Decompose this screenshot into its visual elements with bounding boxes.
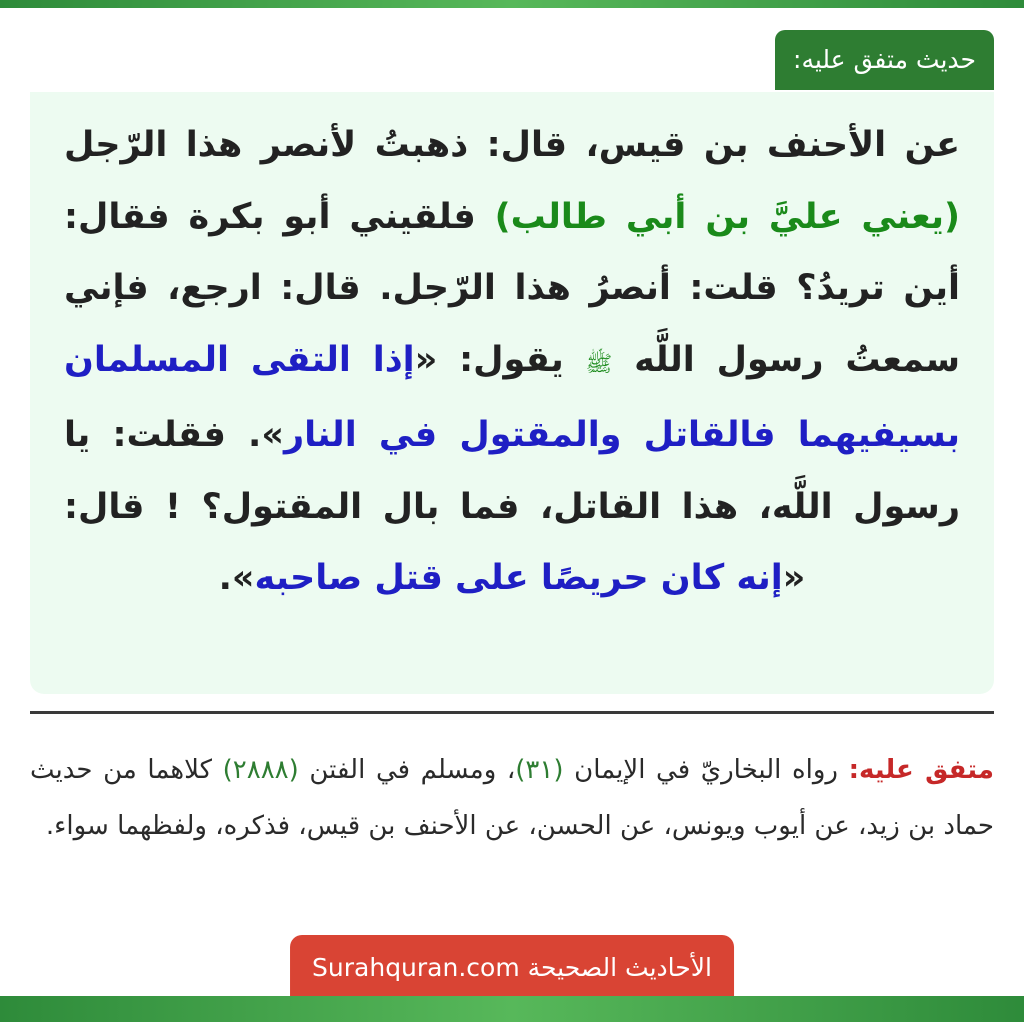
takhrij-paragraph [30,742,994,854]
hadith-ending: ». [218,558,255,598]
prophet-quote-1: إذا التقى المسلمان بسيفيهما فالقاتل والمقتول في النار [64,339,960,455]
hadith-part2: فلقيني أبو بكرة فقال: أين تريدُ؟ قلت: أنصرُ هذا الرّجل. قال: ارجع، فإني سمعتُ رسول اللَّه [64,196,961,380]
bottom-bar [0,996,1024,1022]
source-badge: الأحاديث الصحيحة Surahquran.com [290,935,734,1001]
hadith-part4: ». فقلت: يا رسول اللَّه، هذا القاتل، فما بال المقتول؟ ! قال: « [64,415,960,598]
hadith-grade-title: حديث متفق عليه: [775,30,994,90]
hadith-text-card [30,92,994,694]
takhrij-number-2: (٢٨٨٨) [222,755,299,785]
prophet-quote-2: إنه كان حريصًا على قتل صاحبه [254,558,783,598]
hadith-part3: يقول: « [414,339,564,380]
takhrij-number-1: (٣١) [515,755,564,785]
takhrij-text-3: كلاهما من حديث حماد بن زيد، عن أيوب ويونس، عن الحسن، عن الأحنف بن قيس، فذكره، ولفظهما سواء. [30,755,994,841]
takhrij-text-1: رواه البخاريّ في الإيمان [563,755,849,785]
hadith-note: (يعني عليَّ بن أبي طالب) [494,196,961,237]
hadith-intro: عن الأحنف بن قيس، قال: ذهبتُ لأنصر هذا الرّجل [64,125,960,165]
section-divider [30,711,994,714]
top-bar [0,0,1024,8]
takhrij-text-2: ، ومسلم في الفتن [298,755,516,785]
salutation-glyph: ﷺ [585,351,613,377]
takhrij-label: متفق عليه: [848,755,994,785]
